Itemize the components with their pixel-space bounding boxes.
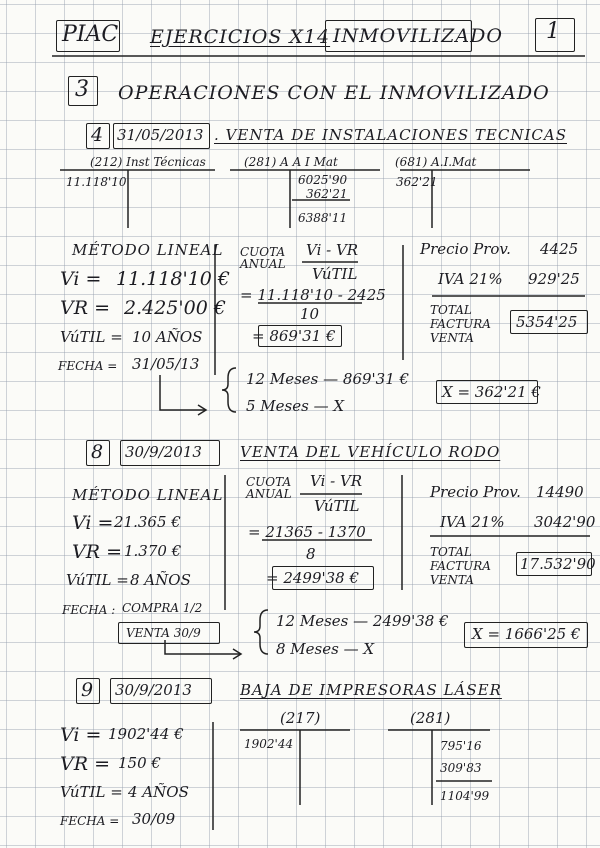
- ex8-date: 30/9/2013: [125, 443, 202, 461]
- ex8-total: 17.532'90: [520, 555, 596, 573]
- ex4-vutil-value: 10 AÑOS: [132, 328, 203, 346]
- ex4-price: 4425: [540, 240, 579, 258]
- page-title: EJERCICIOS X14: [150, 26, 331, 48]
- section-title: OPERACIONES CON EL INMOVILIZADO: [118, 82, 550, 104]
- ex9-account-281-credit-total: 1104'99: [440, 789, 490, 803]
- ex4-number: 4: [91, 124, 104, 146]
- ex4-vutil-label: VúTIL =: [60, 328, 123, 346]
- ex4-formula-den: VúTIL: [312, 265, 358, 283]
- ex8-vutil-label: VúTIL =: [66, 571, 129, 589]
- ex9-account-281-label: (281): [410, 709, 451, 727]
- ex4-date: 31/05/2013: [117, 126, 204, 144]
- ex8-title: VENTA DEL VEHÍCULO RODO: [240, 443, 501, 461]
- ex4-vr-label: VR =: [60, 297, 110, 319]
- ex8-vi-label: Vi =: [72, 512, 114, 534]
- ex4-price-label: Precio Prov.: [420, 240, 511, 258]
- ex4-account-212-label: (212) Inst Técnicas: [90, 155, 206, 169]
- ex4-x-result: X = 362'21 €: [442, 383, 541, 401]
- ex8-iva-label: IVA 21%: [440, 513, 505, 531]
- ex4-fecha-label: FECHA =: [58, 359, 118, 373]
- ex8-x-result: X = 1666'25 €: [472, 625, 581, 643]
- ex8-fecha-purchase: COMPRA 1/2: [122, 601, 203, 615]
- ex9-vutil-label: VúTIL =: [60, 783, 123, 801]
- ex8-proportion-line-1: 12 Meses — 2499'38 €: [276, 612, 449, 630]
- section-number: 3: [75, 77, 89, 102]
- ex8-price-label: Precio Prov.: [430, 483, 521, 501]
- ex4-title: . VENTA DE INSTALACIONES TECNICAS: [214, 126, 567, 144]
- ex9-account-281-credit-1: 795'16: [440, 739, 482, 753]
- ex9-account-217-label: (217): [280, 709, 321, 727]
- ex4-iva: 929'25: [528, 270, 580, 288]
- ex4-account-681-label: (681) A.I.Mat: [395, 155, 477, 169]
- ex9-vr-value: 150 €: [118, 754, 161, 772]
- ex8-method: MÉTODO LINEAL: [72, 486, 224, 504]
- ex8-number: 8: [91, 441, 104, 463]
- page-number: 1: [546, 19, 560, 44]
- ex4-method: MÉTODO LINEAL: [72, 241, 224, 259]
- ex4-total-label: TOTAL FACTURA VENTA: [430, 303, 491, 345]
- ex8-vr-label: VR =: [72, 541, 122, 563]
- ex8-iva: 3042'90: [534, 513, 596, 531]
- ex9-vutil-value: 4 AÑOS: [128, 783, 189, 801]
- ex8-formula-den: VúTIL: [314, 497, 360, 515]
- ex4-quota-label: CUOTA ANUAL: [240, 245, 286, 271]
- ex4-fecha-value: 31/05/13: [132, 355, 200, 373]
- ex4-total: 5354'25: [516, 313, 578, 331]
- ex4-calc-den: 10: [300, 305, 320, 323]
- ex4-quota-result: = 869'31 €: [252, 327, 336, 345]
- ex4-calc-num: = 11.118'10 - 2425: [240, 286, 386, 304]
- ex8-quota-label: CUOTA ANUAL: [246, 475, 292, 501]
- ex9-account-217-debit: 1902'44: [244, 737, 294, 751]
- ex8-vi-value: 21.365 €: [114, 513, 181, 531]
- ex9-vr-label: VR =: [60, 753, 110, 775]
- ex8-vutil-value: 8 AÑOS: [130, 571, 191, 589]
- ex9-fecha-value: 30/09: [132, 810, 176, 828]
- ex4-account-681-debit: 362'21: [396, 175, 438, 189]
- ex8-vr-value: 1.370 €: [124, 542, 182, 560]
- ex9-date: 30/9/2013: [115, 681, 192, 699]
- ex8-proportion-line-2: 8 Meses — X: [276, 640, 375, 658]
- ex4-proportion-line-2: 5 Meses — X: [246, 397, 345, 415]
- ex4-account-281-credit-2: 362'21: [306, 187, 348, 201]
- ex8-calc-num: = 21365 - 1370: [248, 523, 366, 541]
- ex8-quota-result: = 2499'38 €: [266, 569, 360, 587]
- ex8-formula-num: Vi - VR: [310, 472, 363, 490]
- ex4-iva-label: IVA 21%: [438, 270, 503, 288]
- ex4-vr-value: 2.425'00 €: [124, 297, 226, 319]
- ex8-calc-den: 8: [306, 545, 316, 563]
- ex9-title: BAJA DE IMPRESORAS LÁSER: [240, 681, 502, 699]
- ex4-account-281-credit-total: 6388'11: [298, 211, 348, 225]
- ex8-fecha-sale: VENTA 30/9: [126, 626, 201, 640]
- course-label: PIAC: [62, 22, 119, 47]
- ex9-number: 9: [81, 679, 94, 701]
- ex8-total-label: TOTAL FACTURA VENTA: [430, 545, 491, 587]
- ex4-account-281-credit-1: 6025'90: [298, 173, 348, 187]
- ex4-formula-num: Vi - VR: [306, 241, 359, 259]
- ex9-vi-value: 1902'44 €: [108, 725, 184, 743]
- ex8-fecha-label: FECHA :: [62, 603, 116, 617]
- ex4-vi-label: Vi =: [60, 268, 102, 290]
- ex4-account-212-debit: 11.118'10: [66, 175, 127, 189]
- ex9-fecha-label: FECHA =: [60, 814, 120, 828]
- ex4-vi-value: 11.118'10 €: [116, 268, 231, 290]
- ex8-price: 14490: [536, 483, 584, 501]
- ex4-proportion-line-1: 12 Meses — 869'31 €: [246, 370, 410, 388]
- ex9-account-281-credit-2: 309'83: [440, 761, 482, 775]
- ex9-vi-label: Vi =: [60, 724, 102, 746]
- subject-label: INMOVILIZADO: [333, 25, 503, 47]
- ex4-account-281-label: (281) A A I Mat: [244, 155, 338, 169]
